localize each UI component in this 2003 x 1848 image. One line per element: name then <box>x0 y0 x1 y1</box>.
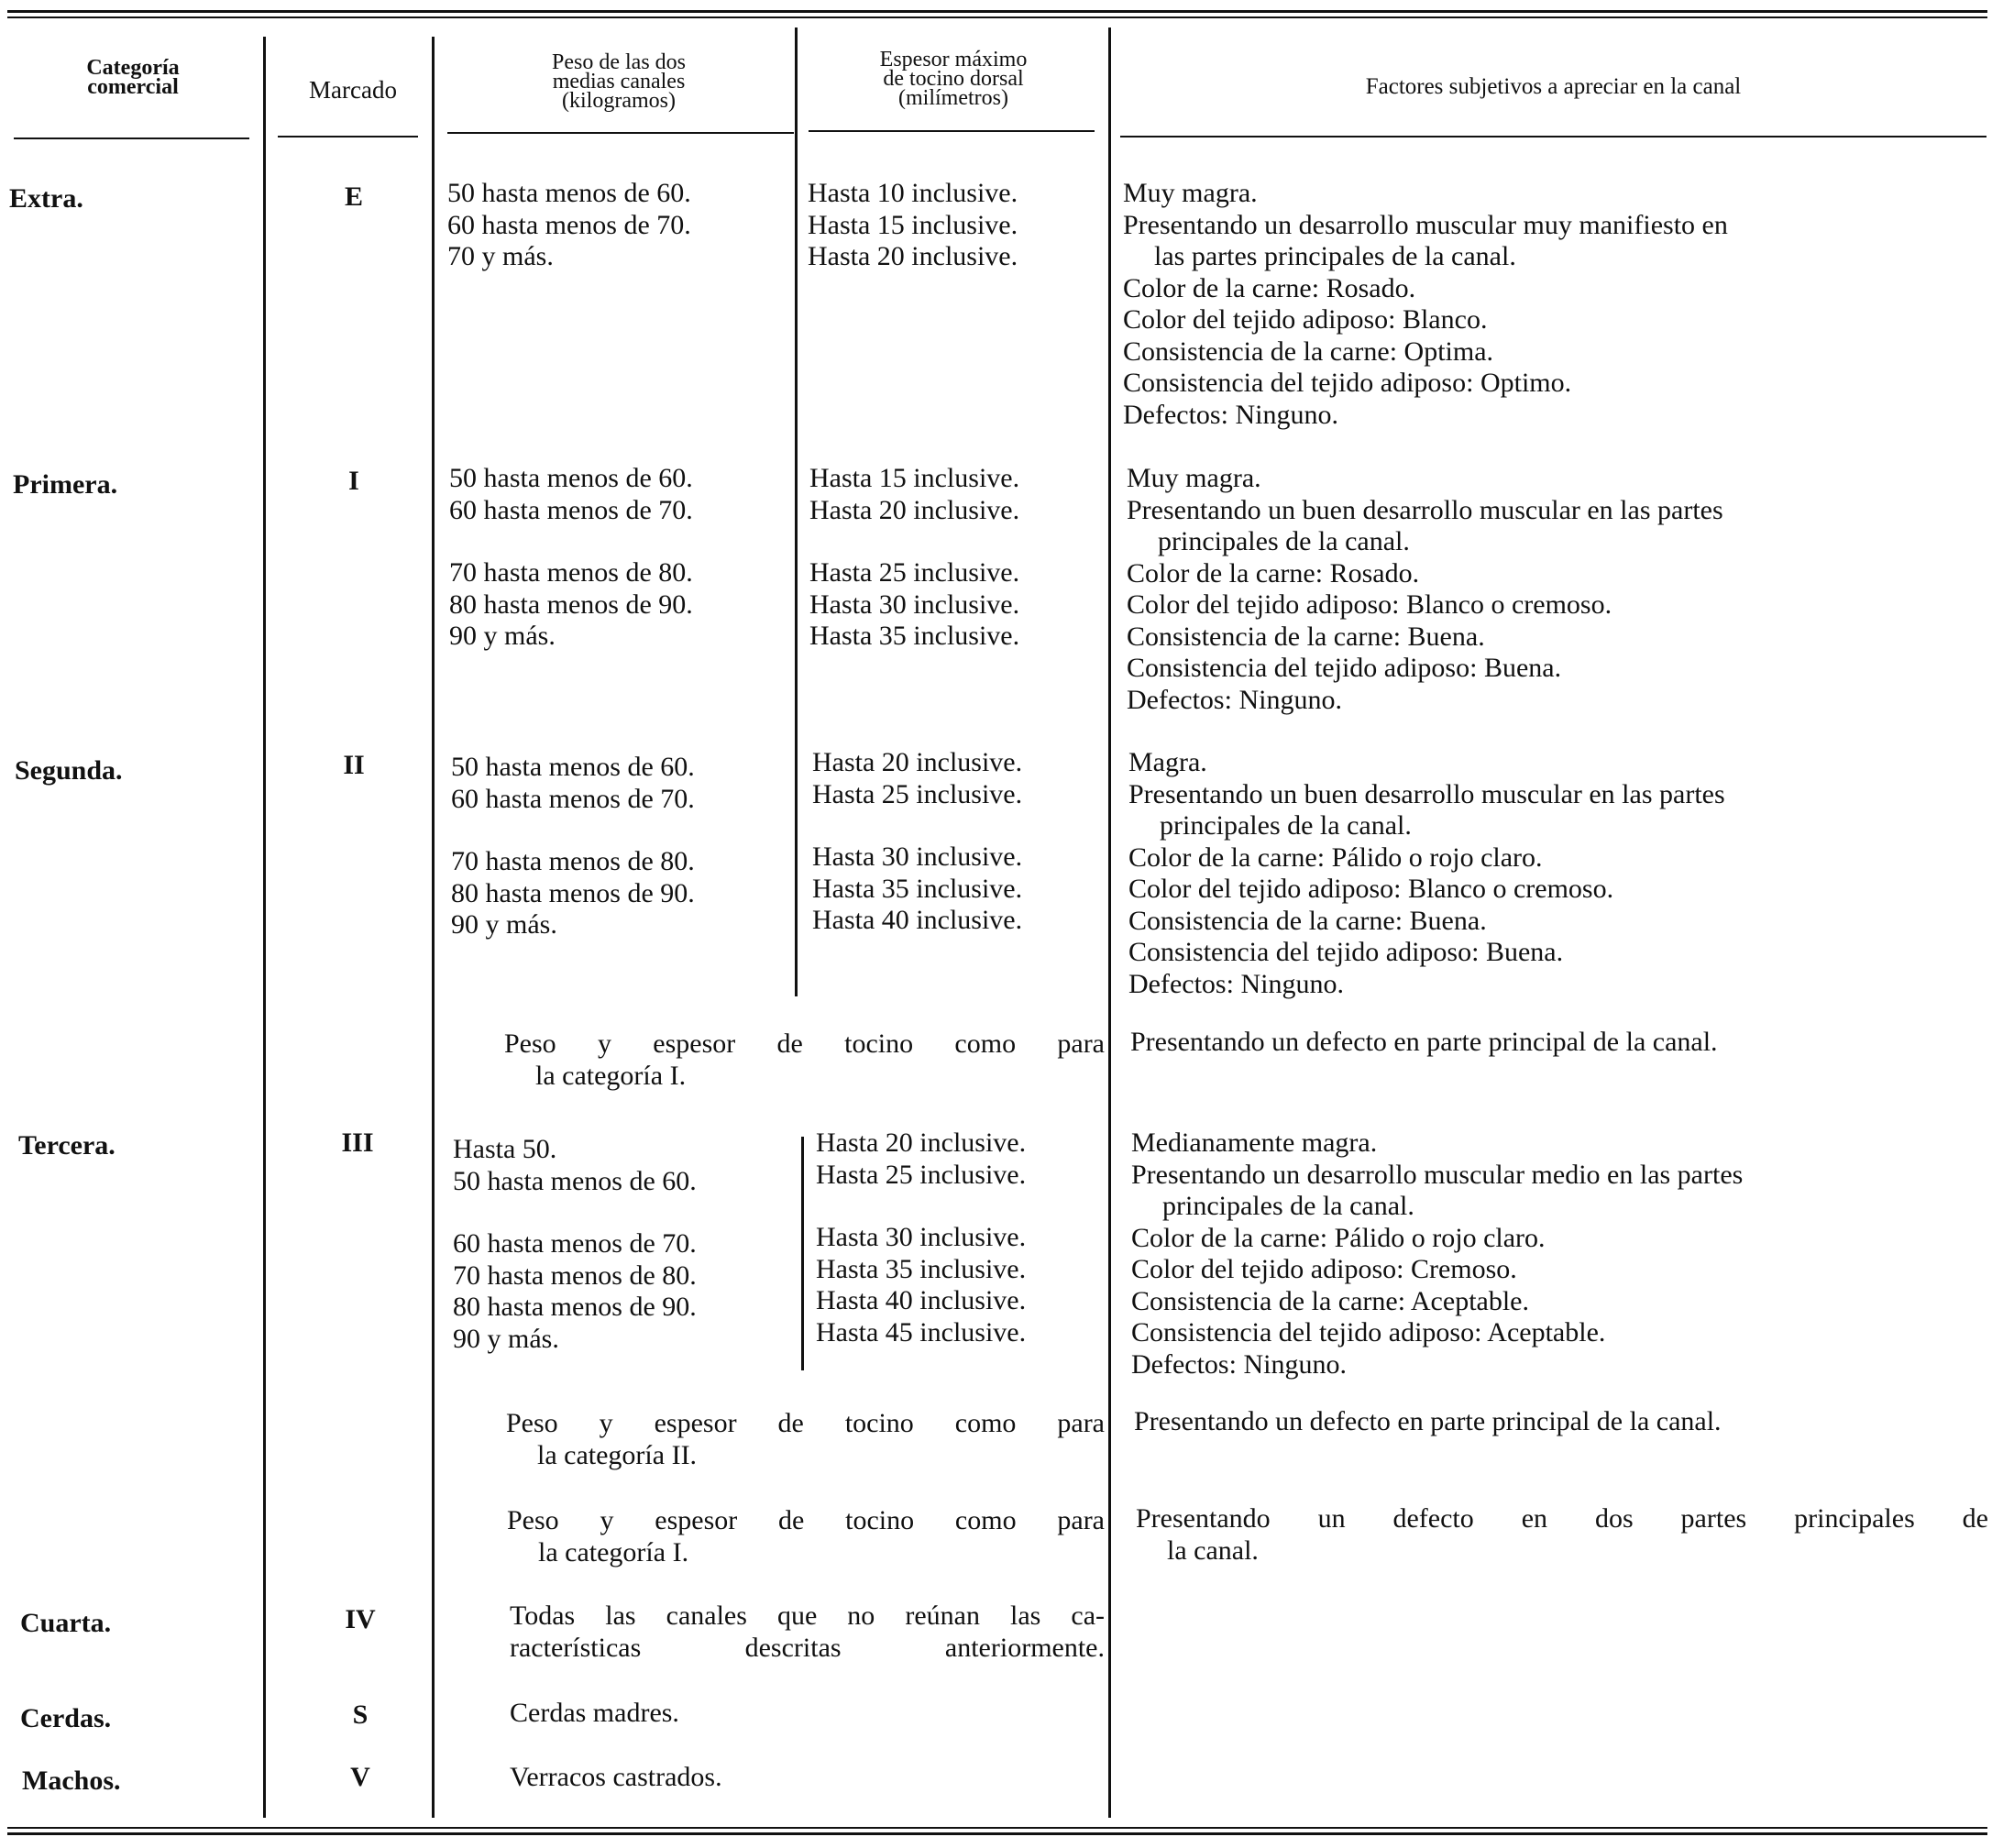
bottom-rule-2 <box>7 1832 1987 1835</box>
header-espesor-line: (milímetros) <box>898 86 1008 110</box>
alt-factor-segunda: Presentando un defecto en parte principal de la canal. <box>1130 1027 1718 1057</box>
factors-extra <box>1123 178 1728 431</box>
weight-range: 50 hasta menos de 60. <box>447 178 691 208</box>
mark-segunda: II <box>343 750 365 780</box>
weight-range: 90 y más. <box>449 621 556 651</box>
weight-range: 70 hasta menos de 80. <box>453 1260 697 1291</box>
hdr-underline-peso <box>447 132 794 134</box>
thickness-range: Hasta 30 inclusive. <box>812 842 1023 872</box>
description-cuarta <box>510 1600 1105 1664</box>
thickness-range: Hasta 40 inclusive. <box>812 905 1023 935</box>
weight-range: 70 y más. <box>447 241 554 271</box>
factor-line: Consistencia de la carne: Buena. <box>1127 621 1485 652</box>
alt2-factor-tercera <box>1136 1503 1988 1567</box>
factor-line: Consistencia de la carne: Aceptable. <box>1131 1285 1529 1316</box>
hdr-underline-fac <box>1120 136 1986 138</box>
factor-line: Color del tejido adiposo: Blanco o cremoso. <box>1127 589 1612 620</box>
weights-primera <box>449 463 693 653</box>
tercera-weight-sep <box>801 1137 804 1370</box>
weight-range: 50 hasta menos de 60. <box>453 1165 697 1196</box>
alt-weight-line: la categoría II. <box>537 1439 698 1470</box>
factor-line: Presentando un buen desarrollo muscular en las partes <box>1128 778 1725 809</box>
category-extra: Extra. <box>9 183 83 214</box>
mark-extra: E <box>344 182 363 212</box>
thickness-segunda <box>812 747 1022 937</box>
weight-range: 60 hasta menos de 70. <box>447 209 691 240</box>
header-categoria-line: comercial <box>87 75 179 99</box>
header-espesor <box>807 50 1100 108</box>
mark-cuarta: IV <box>345 1604 376 1634</box>
factor-line: Color de la carne: Pálido o rojo claro. <box>1128 842 1543 873</box>
weight-range: 70 hasta menos de 80. <box>451 846 695 876</box>
alt-weight-segunda <box>504 1028 1105 1092</box>
weights-segunda <box>451 752 695 941</box>
thickness-range: Hasta 20 inclusive. <box>812 747 1023 777</box>
weight-range: Hasta 50. <box>453 1134 557 1164</box>
mark-machos: V <box>350 1762 370 1792</box>
description-machos: Verracos castrados. <box>510 1762 722 1792</box>
description-line: Todas las canales que no reúnan las ca- <box>510 1600 1105 1631</box>
alt-weight-line: la categoría I. <box>538 1536 689 1568</box>
factor-line: Consistencia del tejido adiposo: Optimo. <box>1123 368 1572 398</box>
thickness-range: Hasta 20 inclusive. <box>816 1128 1027 1158</box>
alt-weight-line: Peso y espesor de tocino como para <box>504 1028 1105 1059</box>
weight-range: 60 hasta menos de 70. <box>451 783 695 814</box>
weights-extra <box>447 178 691 273</box>
factor-line: Color de la carne: Pálido o rojo claro. <box>1131 1222 1546 1253</box>
col-sep-3 <box>795 28 798 996</box>
factor-line: Color de la carne: Rosado. <box>1127 557 1420 588</box>
mark-primera: I <box>348 466 359 496</box>
thickness-range: Hasta 25 inclusive. <box>812 778 1023 809</box>
thickness-range: Hasta 30 inclusive. <box>809 588 1020 620</box>
weight-range: 50 hasta menos de 60. <box>449 463 693 493</box>
thickness-range: Hasta 25 inclusive. <box>809 557 1020 588</box>
factor-line: principales de la canal. <box>1162 1191 1414 1221</box>
factor-line: Muy magra. <box>1127 463 1261 493</box>
thickness-primera <box>809 463 1019 653</box>
top-rule-1 <box>7 10 1987 13</box>
thickness-range: Hasta 20 inclusive. <box>808 241 1018 271</box>
alt1-weight-tercera <box>506 1408 1105 1471</box>
hdr-underline-cat <box>14 138 249 139</box>
weight-range: 70 hasta menos de 80. <box>449 557 693 588</box>
thickness-range: Hasta 30 inclusive. <box>816 1222 1027 1252</box>
factor-line: Presentando un desarrollo muscular medio en las partes <box>1131 1159 1744 1190</box>
factor-line: Consistencia de la carne: Optima. <box>1123 336 1494 367</box>
header-factores: Factores subjetivos a apreciar en la canal <box>1365 74 1742 99</box>
hdr-underline-esp <box>809 130 1095 132</box>
factor-line: Color del tejido adiposo: Cremoso. <box>1131 1254 1517 1284</box>
thickness-range: Hasta 35 inclusive. <box>816 1253 1027 1284</box>
description-line: racterísticas descritas anteriormente. <box>510 1632 1105 1663</box>
mark-cerdas: S <box>352 1700 369 1730</box>
factor-line: Muy magra. <box>1123 178 1258 208</box>
factor-line: Presentando un buen desarrollo muscular en las partes <box>1127 494 1723 525</box>
thickness-range: Hasta 35 inclusive. <box>809 621 1020 651</box>
category-primera: Primera. <box>13 469 118 500</box>
mark-tercera: III <box>341 1128 374 1158</box>
header-peso-line: medias canales <box>552 70 686 94</box>
weight-range: 60 hasta menos de 70. <box>449 494 693 525</box>
category-machos: Machos. <box>22 1766 121 1796</box>
weight-range: 80 hasta menos de 90. <box>453 1292 697 1322</box>
weight-range: 90 y más. <box>453 1323 559 1354</box>
factors-tercera <box>1131 1128 1743 1380</box>
alt-weight-line: la categoría I. <box>535 1060 687 1091</box>
factor-line: Presentando un desarrollo muscular muy manifiesto en <box>1123 209 1728 240</box>
thickness-range: Hasta 35 inclusive. <box>812 873 1023 904</box>
category-cerdas: Cerdas. <box>20 1703 112 1733</box>
thickness-range: Hasta 45 inclusive. <box>816 1316 1027 1348</box>
weight-range: 60 hasta menos de 70. <box>453 1228 697 1259</box>
weight-range: 50 hasta menos de 60. <box>451 752 695 782</box>
hdr-underline-mark <box>278 136 418 138</box>
factor-line: Defectos: Ninguno. <box>1128 968 1344 999</box>
thickness-range: Hasta 15 inclusive. <box>808 209 1018 240</box>
factors-primera <box>1127 463 1723 716</box>
header-peso-line: Peso de las dos <box>552 50 686 74</box>
alt-factor-line: Presentando un defecto en dos partes principales de <box>1136 1503 1988 1534</box>
thickness-range: Hasta 40 inclusive. <box>816 1285 1027 1315</box>
category-segunda: Segunda. <box>15 755 123 786</box>
weight-range: 80 hasta menos de 90. <box>451 877 695 908</box>
alt-factor-line: la canal. <box>1167 1534 1259 1566</box>
description-cerdas: Cerdas madres. <box>510 1698 679 1728</box>
alt-weight-line: Peso y espesor de tocino como para <box>506 1408 1105 1438</box>
factor-line: Defectos: Ninguno. <box>1131 1348 1347 1380</box>
weight-range: 90 y más. <box>451 909 557 940</box>
thickness-range: Hasta 25 inclusive. <box>816 1159 1027 1190</box>
thickness-range: Hasta 15 inclusive. <box>809 463 1020 493</box>
factor-line: Defectos: Ninguno. <box>1127 684 1342 715</box>
factor-line: Defectos: Ninguno. <box>1123 399 1338 430</box>
top-rule-2 <box>7 16 1987 18</box>
col-sep-2 <box>432 37 435 1818</box>
category-tercera: Tercera. <box>18 1130 116 1160</box>
alt1-factor-tercera: Presentando un defecto en parte principal de la canal. <box>1134 1406 1722 1436</box>
factor-line: las partes principales de la canal. <box>1154 241 1516 271</box>
factor-line: Color del tejido adiposo: Blanco o cremoso. <box>1128 874 1614 904</box>
factor-line: Consistencia del tejido adiposo: Buena. <box>1127 653 1562 683</box>
header-categoria-line: Categoría <box>86 56 180 80</box>
header-peso <box>449 50 788 113</box>
header-marcado: Marcado <box>309 76 397 104</box>
header-espesor-line: Espesor máximo <box>879 48 1028 72</box>
factor-line: Consistencia de la carne: Buena. <box>1128 905 1487 936</box>
col-sep-4 <box>1108 28 1111 1818</box>
factor-line: Consistencia del tejido adiposo: Aceptable. <box>1131 1317 1606 1348</box>
factors-segunda <box>1128 747 1725 1000</box>
factor-line: Medianamente magra. <box>1131 1128 1378 1158</box>
col-sep-1 <box>263 37 266 1818</box>
weight-range: 80 hasta menos de 90. <box>449 588 693 620</box>
category-cuarta: Cuarta. <box>20 1608 112 1638</box>
factor-line: Magra. <box>1128 747 1207 777</box>
header-espesor-line: de tocino dorsal <box>883 67 1024 91</box>
alt-weight-line: Peso y espesor de tocino como para <box>507 1505 1105 1535</box>
weights-tercera <box>453 1134 697 1355</box>
bottom-rule-1 <box>7 1827 1987 1829</box>
factor-line: principales de la canal. <box>1158 526 1410 556</box>
factor-line: principales de la canal. <box>1160 810 1412 841</box>
alt2-weight-tercera <box>507 1505 1105 1568</box>
factor-line: Color de la carne: Rosado. <box>1123 272 1416 303</box>
factor-line: Color del tejido adiposo: Blanco. <box>1123 304 1488 335</box>
thickness-range: Hasta 20 inclusive. <box>809 494 1020 525</box>
header-peso-line: (kilogramos) <box>562 89 676 113</box>
thickness-range: Hasta 10 inclusive. <box>808 178 1018 208</box>
thickness-extra <box>808 178 1018 273</box>
header-categoria <box>28 56 238 99</box>
thickness-tercera <box>816 1128 1026 1348</box>
factor-line: Consistencia del tejido adiposo: Buena. <box>1128 937 1564 967</box>
